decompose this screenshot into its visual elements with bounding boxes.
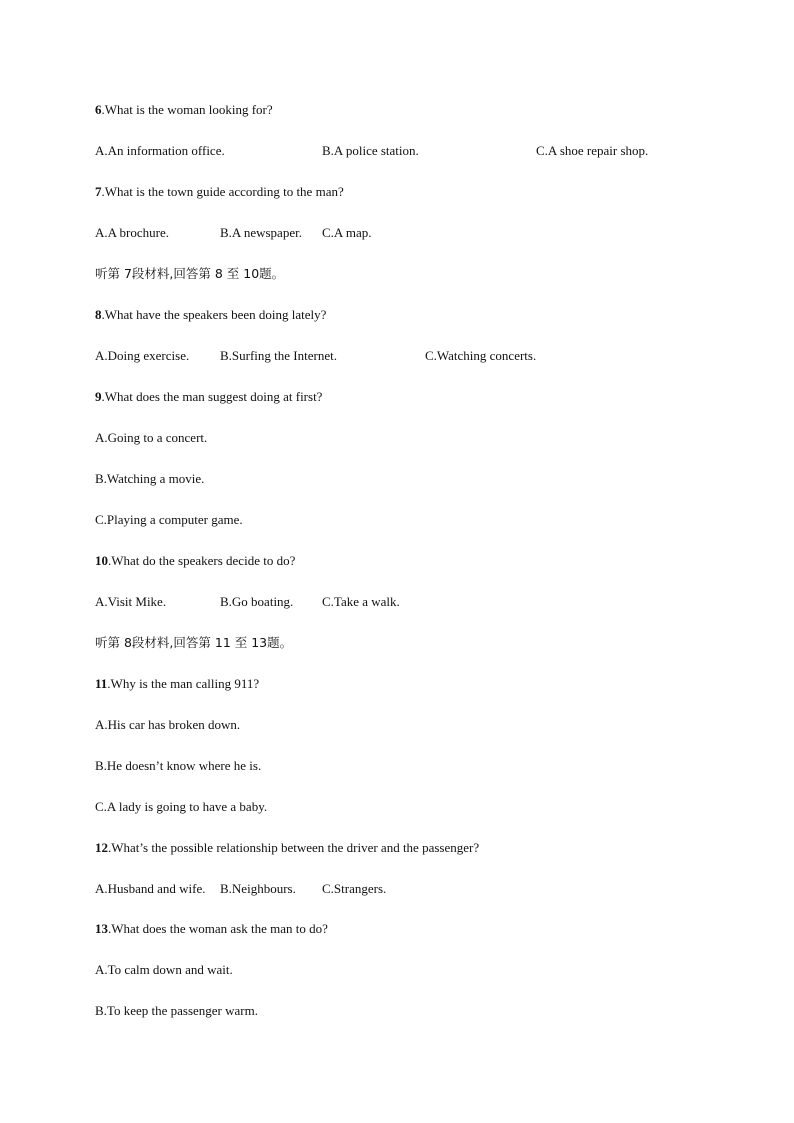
question-text: .What have the speakers been doing lately? <box>101 307 327 322</box>
option-b[interactable]: B.A newspaper. <box>220 225 302 240</box>
option-b[interactable]: B.To keep the passenger warm. <box>95 1003 258 1018</box>
question-7 <box>95 184 344 200</box>
option-b[interactable]: B.A police station. <box>322 143 419 158</box>
option-b[interactable]: B.Watching a movie. <box>95 471 205 486</box>
option-a[interactable]: A.To calm down and wait. <box>95 962 233 977</box>
question-11 <box>95 676 259 692</box>
option-b[interactable]: B.Surfing the Internet. <box>220 348 337 363</box>
section-heading-8: 听第 8段材料,回答第 11 至 13题。 <box>95 635 293 650</box>
section-heading-7: 听第 7段材料,回答第 8 至 10题。 <box>95 266 285 281</box>
question-text: .What do the speakers decide to do? <box>108 553 296 568</box>
question-text: .What does the man suggest doing at first? <box>101 389 323 404</box>
option-a[interactable]: A.His car has broken down. <box>95 717 241 732</box>
question-number: 7 <box>95 184 102 199</box>
option-b[interactable]: B.He doesn’t know where he is. <box>95 758 262 773</box>
question-13 <box>95 921 328 937</box>
question-number: 13 <box>95 921 108 936</box>
question-number: 11 <box>95 676 108 691</box>
question-text: .What does the woman ask the man to do? <box>108 921 328 936</box>
question-8 <box>95 307 326 323</box>
option-a[interactable]: A.Going to a concert. <box>95 430 208 445</box>
question-9 <box>95 389 322 405</box>
question-text: .What is the town guide according to the man? <box>101 184 344 199</box>
option-c[interactable]: C.Strangers. <box>322 881 387 896</box>
option-c[interactable]: C.Take a walk. <box>322 594 400 609</box>
question-text: .What is the woman looking for? <box>101 102 273 117</box>
option-a[interactable]: A.An information office. <box>95 143 225 158</box>
option-a[interactable]: A.Husband and wife. <box>95 881 206 896</box>
option-a[interactable]: A.A brochure. <box>95 225 170 240</box>
question-number: 6 <box>95 102 102 117</box>
option-c[interactable]: C.A map. <box>322 225 372 240</box>
option-c[interactable]: C.A shoe repair shop. <box>536 143 649 158</box>
question-number: 9 <box>95 389 102 404</box>
option-c[interactable]: C.Playing a computer game. <box>95 512 243 527</box>
option-c[interactable]: C.Watching concerts. <box>425 348 537 363</box>
option-b[interactable]: B.Go boating. <box>220 594 294 609</box>
option-a[interactable]: A.Visit Mike. <box>95 594 167 609</box>
question-text: .What’s the possible relationship between the driver and the passenger? <box>108 840 480 855</box>
question-6 <box>95 102 273 118</box>
question-10 <box>95 553 295 569</box>
option-c[interactable]: C.A lady is going to have a baby. <box>95 799 268 814</box>
question-number: 12 <box>95 840 108 855</box>
question-number: 10 <box>95 553 108 568</box>
question-12 <box>95 840 479 856</box>
option-a[interactable]: A.Doing exercise. <box>95 348 190 363</box>
option-b[interactable]: B.Neighbours. <box>220 881 296 896</box>
question-text: .Why is the man calling 911? <box>107 676 260 691</box>
question-number: 8 <box>95 307 102 322</box>
